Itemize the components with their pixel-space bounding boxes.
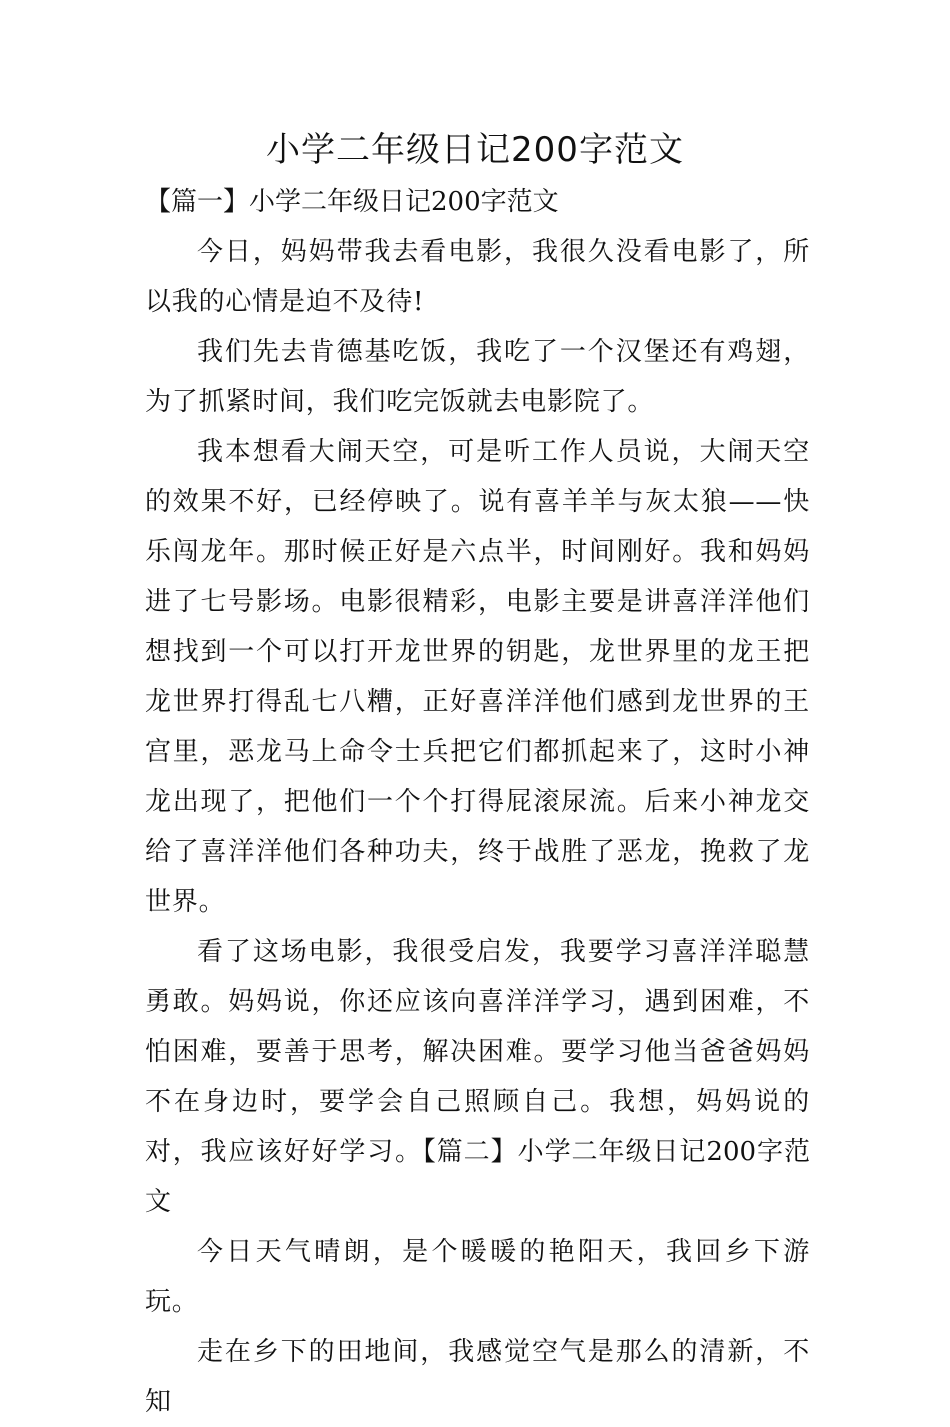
paragraph-5: 今日天气晴朗，是个暖暖的艳阳天，我回乡下游玩。 — [145, 1237, 810, 1317]
paragraph-3: 我本想看大闹天空，可是听工作人员说，大闹天空的效果不好，已经停映了。说有喜羊羊与灰太狼——快乐闯龙年。那时候正好是六点半，时间刚好。我和妈妈进了七号影场。电影很精彩，电影主要是讲喜洋洋他们想找到一个可以打开龙世界的钥匙，龙世界里的龙王把龙世界打得乱七八糟，正好喜洋洋他们感到龙世界的王宫里，恶龙马上命令士兵把它们都抓起来了，这时小神龙出现了，把他们一个个打得屁滚尿流。后来小神龙交给了喜洋洋他们各种功夫，终于战胜了恶龙，挽救了龙世界。 — [145, 437, 810, 917]
document-title: 小学二年级日记200字范文 — [266, 130, 684, 170]
paragraph-1: 今日，妈妈带我去看电影，我很久没看电影了，所以我的心情是迫不及待! — [145, 237, 810, 317]
paragraph-6: 走在乡下的田地间，我感觉空气是那么的清新，不知 — [145, 1337, 810, 1417]
paragraph-4-text: 看了这场电影，我很受启发，我要学习喜洋洋聪慧勇敢。妈妈说，你还应该向喜洋洋学习，遇到困难，不怕困难，要善于思考，解决困难。要学习他当爸爸妈妈不在身边时，要学会自己照顾自己。我想，妈妈说的对，我应该好好学习。 — [145, 937, 810, 1167]
document-body — [145, 177, 810, 1427]
paragraph-4 — [145, 927, 810, 1227]
section-heading-1: 【篇一】小学二年级日记200字范文 — [145, 187, 559, 217]
section-heading-2: 【篇二】小学二年级日记200字范文 — [145, 1137, 810, 1217]
paragraph-2: 我们先去肯德基吃饭，我吃了一个汉堡还有鸡翅，为了抓紧时间，我们吃完饭就去电影院了。 — [145, 337, 810, 417]
